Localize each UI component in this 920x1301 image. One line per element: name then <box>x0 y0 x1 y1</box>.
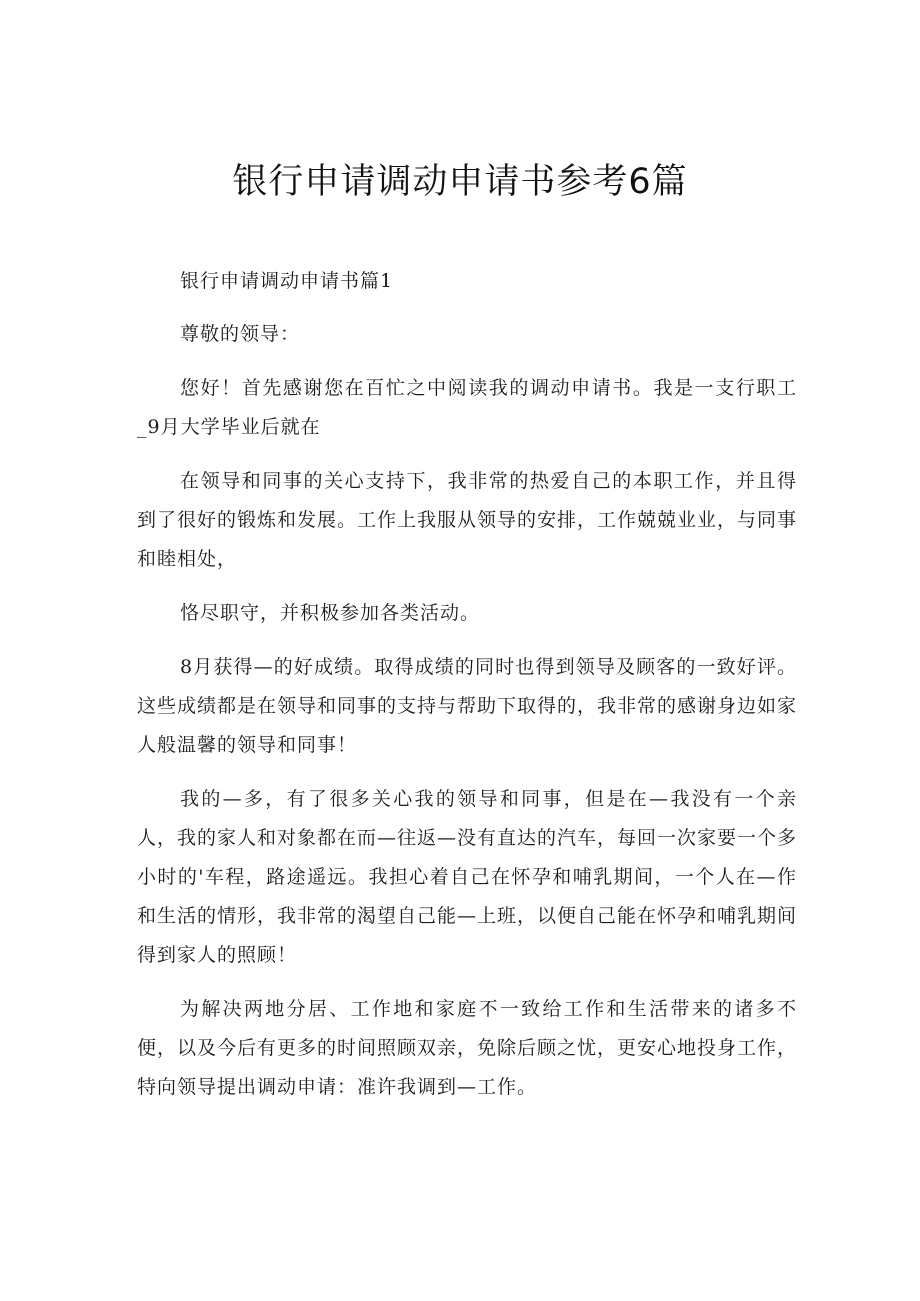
paragraph-work-attitude: 在领导和同事的关心支持下，我非常的热爱自己的本职工作，并且得到了很好的锻炼和发展。工作上我服从领导的安排，工作兢兢业业，与同事和睦相处， <box>137 470 798 570</box>
salutation: 尊敬的领导： <box>180 323 301 345</box>
paragraph-duties: 恪尽职守，并积极参加各类活动。 <box>180 602 481 624</box>
paragraph-request: 为解决两地分居、工作地和家庭不一致给工作和生活带来的诸多不便，以及今后有更多的时间照顾双亲，免除后顾之忧，更安心地投身工作，特向领导提出调动申请：准许我调到—工作。 <box>137 998 798 1098</box>
section-heading: 银行申请调动申请书篇1 <box>180 270 394 292</box>
document-body <box>137 262 797 1122</box>
paragraph-achievements: 8月获得—的好成绩。取得成绩的同时也得到领导及顾客的一致好评。这些成绩都是在领导和同事的支持与帮助下取得的，我非常的感谢身边如家人般温馨的领导和同事！ <box>137 656 798 756</box>
document-title: 银行申请调动申请书参考6篇 <box>232 162 688 202</box>
paragraph-family-situation: 我的—多，有了很多关心我的领导和同事，但是在—我没有一个亲人，我的家人和对象都在而—往返—没有直达的汽车，每回一次家要一个多小时的'车程，路途遥远。我担心着自己在怀孕和哺乳期间，一个人在—作和生活的情形，我非常的渴望自己能—上班，以便自己能在怀孕和哺乳期间得到家人的照顾！ <box>137 788 798 966</box>
paragraph-greeting: 您好！首先感谢您在百忙之中阅读我的调动申请书。我是一支行职工_9月大学毕业后就在 <box>137 377 797 438</box>
